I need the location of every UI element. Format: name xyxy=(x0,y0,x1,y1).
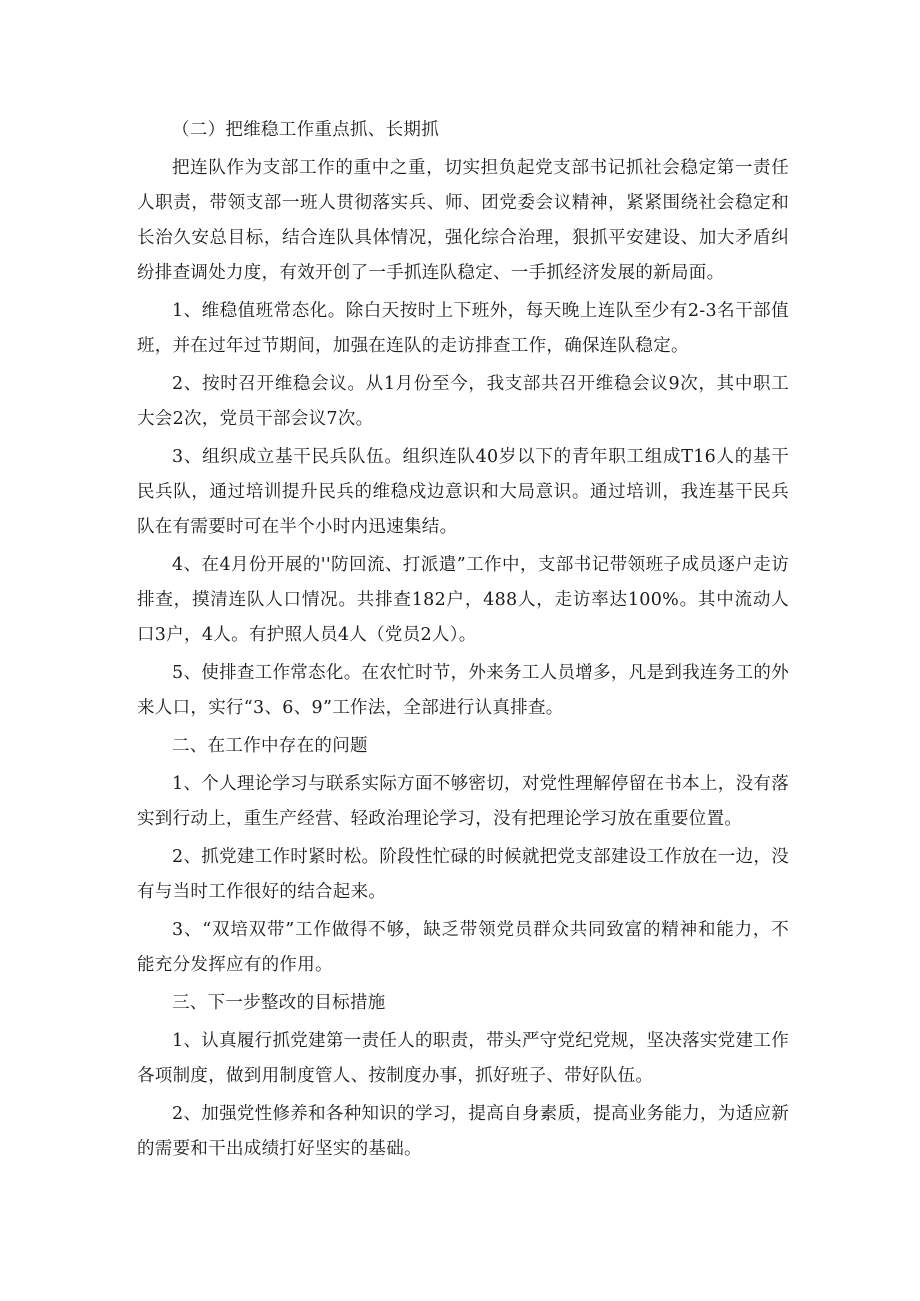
section-heading-measures: 三、下一步整改的目标措施 xyxy=(172,993,386,1013)
paragraph-measure-2: 2、加强党性修养和各种知识的学习，提高自身素质，提高业务能力，为适应新的需要和干出成绩打好坚实的基础。 xyxy=(137,1104,789,1159)
section-heading-problems: 二、在工作中存在的问题 xyxy=(172,736,368,756)
section-heading-stability: （二）把维稳工作重点抓、长期抓 xyxy=(172,120,439,140)
document-body xyxy=(137,113,789,1167)
paragraph-problem-1: 1、个人理论学习与联系实际方面不够密切，对党性理解停留在书本上，没有落实到行动上，重生产经营、轻政治理论学习，没有把理论学习放在重要位置。 xyxy=(137,774,789,829)
paragraph-item-5: 5、使排查工作常态化。在农忙时节，外来务工人员增多，凡是到我连务工的外来人口，实行“3、6、9”工作法，全部进行认真排查。 xyxy=(137,663,789,718)
paragraph-intro: 把连队作为支部工作的重中之重，切实担负起党支部书记抓社会稳定第一责任人职责，带领支部一班人贯彻落实兵、师、团党委会议精神，紧紧围绕社会稳定和长治久安总目标，结合连队具体情况，强化综合治理，狠抓平安建设、加大矛盾纠纷排查调处力度，有效开创了一手抓连队稳定、一手抓经济发展的新局面。 xyxy=(137,158,789,283)
paragraph-problem-2: 2、抓党建工作时紧时松。阶段性忙碌的时候就把党支部建设工作放在一边，没有与当时工作很好的结合起来。 xyxy=(137,847,789,902)
paragraph-item-4: 4、在4月份开展的''防回流、打派遣”工作中，支部书记带领班子成员逐户走访排查，摸清连队人口情况。共排查182户，488人，走访率达100%。其中流动人口3户，4人。有护照人员4人（党员2人）。 xyxy=(137,555,789,645)
paragraph-item-2: 2、按时召开维稳会议。从1月份至今，我支部共召开维稳会议9次，其中职工大会2次，党员干部会议7次。 xyxy=(137,374,789,429)
paragraph-problem-3: 3、“双培双带”工作做得不够，缺乏带领党员群众共同致富的精神和能力，不能充分发挥应有的作用。 xyxy=(137,920,789,975)
paragraph-item-3: 3、组织成立基干民兵队伍。组织连队40岁以下的青年职工组成T16人的基干民兵队，通过培训提升民兵的维稳戍边意识和大局意识。通过培训，我连基干民兵队在有需要时可在半个小时内迅速集结。 xyxy=(137,447,789,537)
paragraph-item-1: 1、维稳值班常态化。除白天按时上下班外，每天晚上连队至少有2-3名干部值班，并在过年过节期间，加强在连队的走访排查工作，确保连队稳定。 xyxy=(137,301,789,356)
paragraph-measure-1: 1、认真履行抓党建第一责任人的职责，带头严守党纪党规，坚决落实党建工作各项制度，做到用制度管人、按制度办事，抓好班子、带好队伍。 xyxy=(137,1031,789,1086)
